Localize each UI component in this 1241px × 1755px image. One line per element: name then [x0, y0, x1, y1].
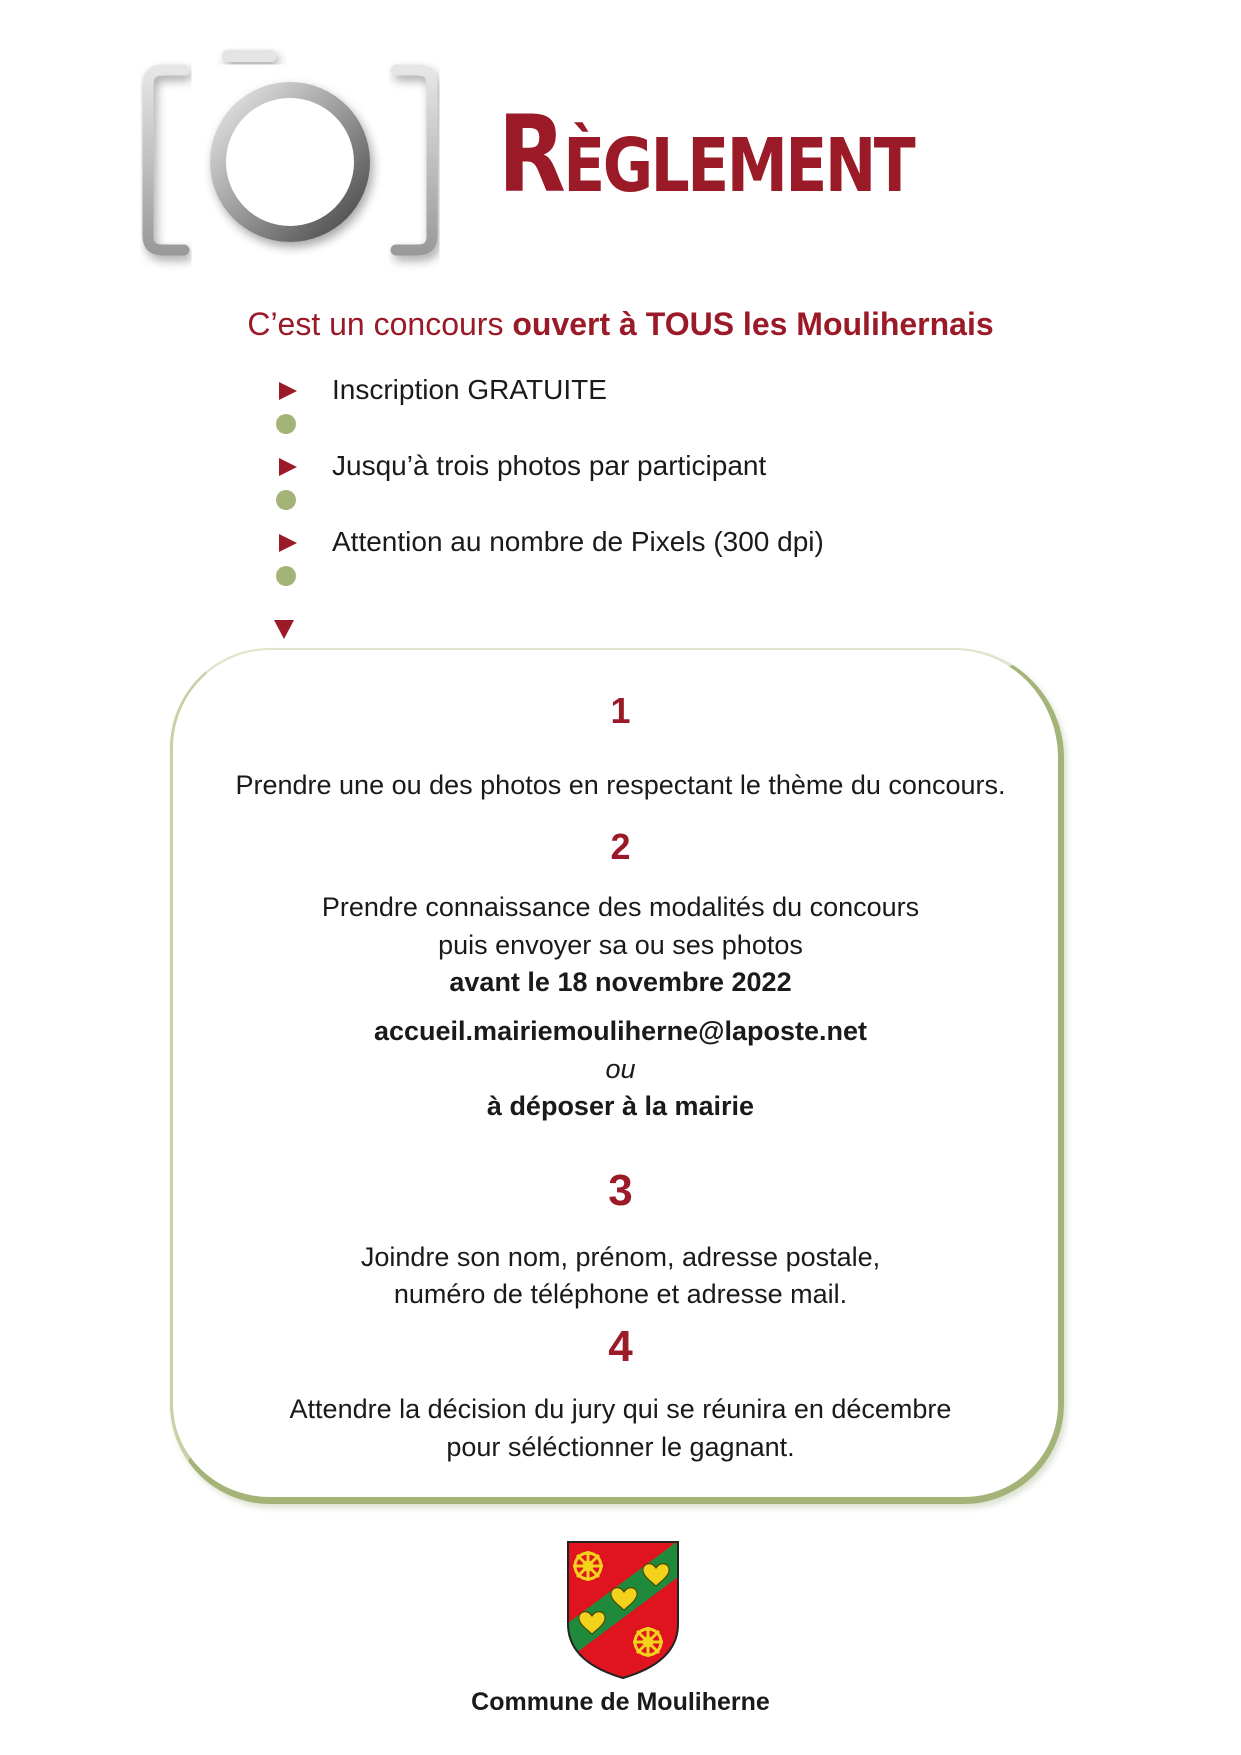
dot-icon — [276, 414, 296, 434]
arrow-right-icon — [279, 534, 297, 552]
step-number-4: 4 — [608, 1322, 633, 1371]
list-item — [270, 446, 1070, 522]
list-item — [270, 522, 1070, 598]
step-2-deposit: à déposer à la mairie — [486, 1091, 755, 1121]
step-4-text-line-2: pour séléctionner le gagnant. — [446, 1432, 795, 1462]
list-item — [270, 370, 1070, 446]
coat-of-arms-icon — [564, 1538, 682, 1682]
step-2-text-line-1: Prendre connaissance des modalités du concours — [321, 892, 920, 922]
dot-icon — [276, 566, 296, 586]
step-number-2: 2 — [610, 826, 631, 867]
commune-name: Commune de Mouliherne — [471, 1688, 770, 1716]
step-3-text-line-2: numéro de téléphone et adresse mail. — [393, 1279, 848, 1309]
step-number-1: 1 — [610, 690, 631, 731]
list-item-label: Inscription GRATUITE — [332, 374, 607, 405]
step-2-text-line-2: puis envoyer sa ou ses photos — [438, 930, 803, 960]
intro-bold: ouvert à TOUS les Moulihernais — [512, 306, 994, 342]
step-number-3: 3 — [608, 1166, 633, 1215]
step-2-or: ou — [605, 1054, 636, 1084]
step-4-text-line-1: Attendre la décision du jury qui se réunira en décembre — [289, 1394, 952, 1424]
arrow-down-icon — [274, 620, 294, 639]
list-item-label: Attention au nombre de Pixels (300 dpi) — [332, 526, 824, 557]
step-3-text-line-1: Joindre son nom, prénom, adresse postale, — [360, 1242, 881, 1272]
intro-line — [0, 306, 1241, 343]
page-title: Règlement — [498, 93, 914, 216]
list-item-label: Jusqu’à trois photos par participant — [332, 450, 767, 481]
step-2-email: accueil.mairiemouliherne@laposte.net — [374, 1016, 867, 1046]
arrow-right-icon — [279, 458, 297, 476]
step-2-deadline: avant le 18 novembre 2022 — [449, 967, 792, 997]
step-1-text: Prendre une ou des photos en respectant le thème du concours. — [235, 770, 1006, 800]
camera-icon — [140, 40, 440, 280]
intro-regular: C’est un concours — [247, 306, 513, 342]
dot-icon — [276, 490, 296, 510]
rules-list — [270, 370, 1070, 598]
arrow-right-icon — [279, 382, 297, 400]
